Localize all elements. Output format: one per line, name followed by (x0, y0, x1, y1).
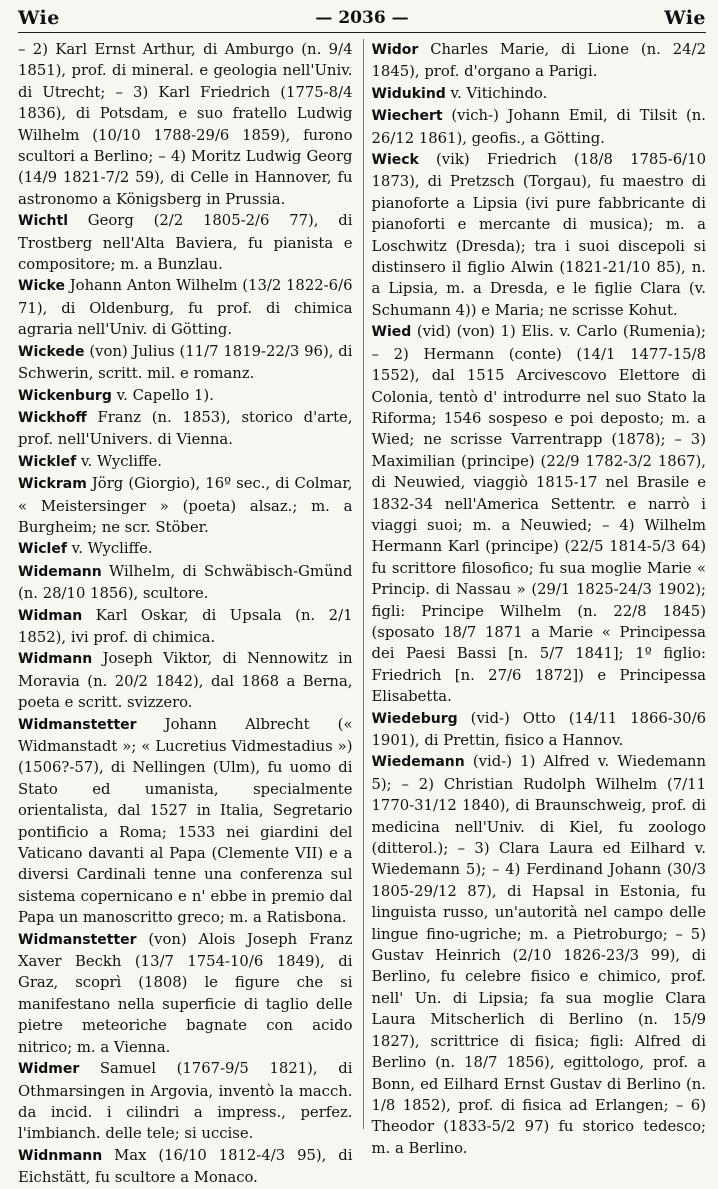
entry-text: Joseph Viktor, di Nennowitz in Moravia (n. 20/2 1842), dal 1868 a Berna, poeta e scritt. svizzero. (18, 650, 353, 712)
dictionary-entry (372, 39, 707, 83)
page-number: — 2036 — (315, 8, 409, 28)
dictionary-entry (18, 648, 353, 713)
page-header (18, 4, 706, 33)
entry-headword: Wickram (18, 476, 87, 493)
dictionary-entry (18, 210, 353, 275)
entry-headword: Wicklef (18, 453, 77, 470)
dictionary-entry (372, 149, 707, 321)
entry-headword: Wickede (18, 343, 85, 360)
entry-headword: Wiedemann (371, 754, 465, 771)
dictionary-entry (18, 341, 353, 385)
entry-headword: Wickenburg (18, 387, 112, 404)
entry-text: Johann Anton Wilhelm (13/2 1822-6/6 71), di Oldenburg, fu prof. di chimica agraria nell'Univ. di Götting. (18, 277, 353, 339)
header-right-word: Wie (664, 7, 706, 29)
entry-text: (vik) Friedrich (18/8 1785-6/10 1873), di Pretzsch (Torgau), fu maestro di pianoforte a Lipsia (ivi pure fabbricante di pianoforti e mercante di musica); m. a Loschwitz (Dresda); tra i suoi discepoli si distinsero il figlio Alwin (1821-21/10 85), n. a Lipsia, m. a Dresda, e le figlie Clara (v. Schumann 4)) e Maria; ne scrisse Kohut. (371, 151, 706, 319)
entry-text: Samuel (1767-9/5 1821), di Othmarsingen in Argovia, inventò la macch. da incid. i cilindri a impress., perfez. l'imbianch. delle tele; si uccise. (18, 1060, 353, 1143)
entry-text: (von) Alois Joseph Franz Xaver Beckh (13/7 1754-10/6 1849), di Graz, scoprì (1808) le figure che si manifestano nella superficie di taglio delle pietre meteoriche bagnate con acido nitrico; m. a Vienna. (18, 930, 353, 1056)
entry-headword: Wiechert (371, 108, 443, 125)
entry-headword: Widmann (18, 651, 93, 668)
entry-text: Charles Marie, di Lione (n. 24/2 1845), prof. d'organo a Parigi. (371, 41, 706, 81)
dictionary-entry (18, 473, 353, 538)
entry-text: (vid) (von) 1) Elis. v. Carlo (Rumenia); – 2) Hermann (conte) (14/1 1477-15/8 1552), dal 1515 Arcivescovo Elettore di Colonia, tentò d' introdurre nel suo Stato la Riforma; 1546 sospeso e poi deposto; m. a Wied; ne scrisse Varrentrapp (1878); – 3) Maximilian (principe) (22/9 1782-3/2 1867), di Neuwied, viaggiò 1815-17 nel Brasile e 1832-34 nell'America Settentr. e narrò i viaggi suoi; m. a Neuwied; – 4) Wilhelm Hermann Karl (principe) (22/5 1814-5/3 64) fu scrittore filosofico; fu sua moglie Marie « Princip. di Nassau » (29/1 1825-24/3 1902); figli: Principe Wilhelm (n. 22/8 1845) (sposato 18/7 1871 a Marie « Principessa dei Paesi Bassi [n. 5/7 1841]; 1º figlio: Friedrich [n. 27/6 1872]) e Principessa Elisabetta. (371, 323, 706, 706)
entry-headword: Widmanstetter (18, 931, 137, 948)
dictionary-entry (18, 929, 353, 1058)
dictionary-entry (372, 105, 707, 149)
dictionary-entry (18, 1145, 353, 1189)
entry-text: v. Wycliffe. (76, 452, 162, 470)
entry-headword: Widor (371, 42, 419, 58)
entry-headword: Widukind (371, 85, 446, 102)
dictionary-entry (18, 538, 353, 560)
dictionary-entry (372, 83, 707, 105)
right-column (363, 39, 707, 1157)
entry-text: (vid-) Otto (14/11 1866-30/6 1901), di Prettin, fisico a Hannov. (371, 709, 706, 749)
header-left-word: Wie (18, 7, 60, 29)
entry-text: v. Capello 1). (111, 386, 214, 404)
entry-text: Max (16/10 1812-4/3 95), di Eichstätt, fu scultore a Monaco. (18, 1146, 353, 1187)
entry-text: v. Vitichindo. (445, 84, 548, 102)
entry-text: Wilhelm, di Schwäbisch-Gmünd (n. 28/10 1856), scultore. (18, 562, 353, 603)
dictionary-entry (18, 561, 353, 605)
entry-headword: Wickhoff (18, 409, 87, 426)
left-column (18, 39, 353, 1187)
entry-headword: Wicke (18, 278, 65, 295)
entry-headword: Wiclef (18, 541, 67, 558)
entry-headword: Wieck (371, 152, 419, 169)
dictionary-entry (18, 407, 353, 451)
entry-text: (vich-) Johann Emil, di Tilsit (n. 26/12 1861), geofis., a Götting. (371, 107, 706, 147)
entry-headword: Wiedeburg (371, 710, 458, 727)
entry-headword: Widmer (18, 1061, 80, 1078)
entry-text: Georg (2/2 1805-2/6 77), di Trostberg nell'Alta Baviera, fu pianista e compositore; m. a Bunzlau. (18, 212, 353, 274)
entry-headword: Widman (18, 607, 83, 624)
dictionary-entry (18, 605, 353, 649)
entry-text: (vid-) 1) Alfred v. Wiedemann 5); – 2) Christian Rudolph Wilhelm (7/11 1770-31/12 1840), di Braunschweig, prof. di medicina nell'Univ. di Kiel, fu zoologo (ditterol.); – 3) Clara Laura ed Eilhard v. Wiedemann 5); – 4) Ferdinand Johann (30/3 1805-29/12 87), di Hapsal in Estonia, fu linguista russo, un'autorità nel campo delle lingue fino-ugriche; m. a Pietroburgo; – 5) Gustav Heinrich (2/10 1826-23/3 99), di Berlino, fu celebre fisico e chimico, prof. nell' Un. di Lipsia; fa sua moglie Clara Laura Mitscherlich di Berlino (n. 15/9 1827), scrittrice di fisica; figli: Alfred di Berlino (n. 18/7 1856), egittologo, prof. a Bonn, ed Eilhard Ernst Gustav di Berlino (n. 1/8 1852), prof. di fisica ad Erlangen; – 6) Theodor (1833-5/2 97) fu storico tedesco; m. a Berlino. (371, 753, 706, 1157)
entry-text: Jörg (Giorgio), 16º sec., di Colmar, « Meistersinger » (poeta) alsaz.; m. a Burgheim; ne scr. Stöber. (18, 475, 353, 536)
entry-headword: Widnmann (18, 1147, 103, 1164)
entry-headword: Widemann (18, 563, 102, 580)
dictionary-entry (18, 714, 353, 929)
entry-text: Franz (n. 1853), storico d'arte, prof. nell'Univers. di Vienna. (18, 408, 353, 449)
dictionary-entry (18, 275, 353, 340)
entry-headword: Wichtl (18, 213, 68, 230)
dictionary-entry (18, 1058, 353, 1145)
entry-headword: Widmanstetter (18, 716, 137, 733)
entry-text: Johann Albrecht (« Widmanstadt »; « Lucretius Vidmestadius »)(1506?-57), di Nellingen (Ulm), fu uomo di Stato ed umanista, specialmente orientalista, dal 1527 in Italia, Segretario pontificio a Roma; 1533 nei giardini del Vaticano davanti al Papa (Clemente VII) e a diversi Cardinali tenne una conferenza sul sistema copernicano e n' ebbe in premio dal Papa un manoscritto greco; m. a Ratisbona. (18, 715, 353, 927)
dictionary-entry (18, 451, 353, 473)
dictionary-entry (18, 385, 353, 407)
entry-text: Karl Oskar, di Upsala (n. 2/1 1852), ivi prof. di chimica. (18, 606, 353, 646)
columns (18, 39, 706, 1187)
entry-text: – 2) Karl Ernst Arthur, di Amburgo (n. 9/4 1851), prof. di mineral. e geologia nell'Univ. di Utrecht; – 3) Karl Friedrich (1775-8/4 1836), di Potsdam, e suo fratello Ludwig Wilhelm (10/10 1788-29/6 1859), furono scultori a Berlino; – 4) Moritz Ludwig Georg (14/9 1821-7/2 59), di Celle in Hannover, fu astronomo a Königsberg in Prussia. (18, 41, 353, 208)
dictionary-entry (372, 708, 707, 752)
entry-text: v. Wycliffe. (66, 540, 153, 558)
entry-text: (von) Julius (11/7 1819-22/3 96), di Schwerin, scritt. mil. e romanz. (18, 342, 353, 383)
dictionary-entry (18, 39, 353, 210)
entry-headword: Wied (371, 324, 412, 341)
dictionary-entry (372, 751, 707, 1159)
dictionary-entry (372, 321, 707, 707)
